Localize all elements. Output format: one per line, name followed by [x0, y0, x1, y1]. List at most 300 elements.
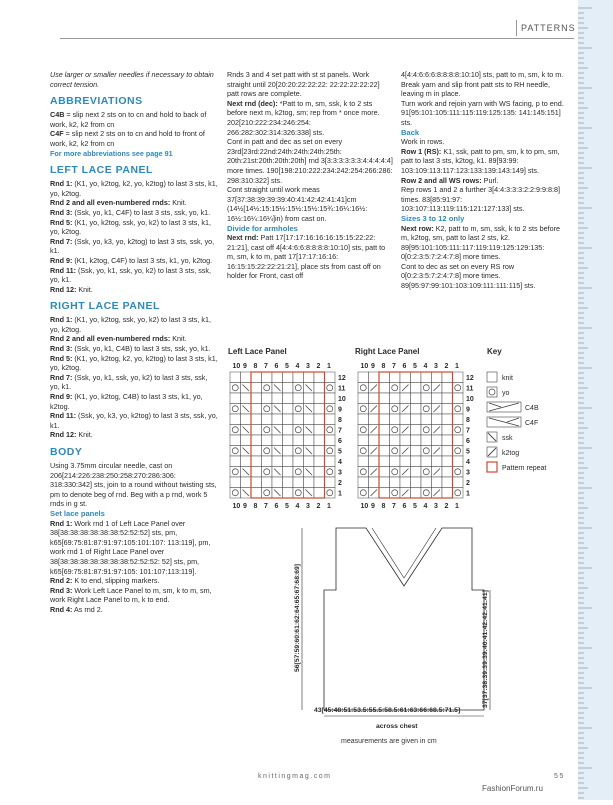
- chart-cell: [230, 488, 241, 499]
- intro-text: Use larger or smaller needles if necessary to obtain correct tension.: [50, 70, 214, 89]
- chart-cell: [293, 414, 304, 425]
- chart-cell: [293, 477, 304, 488]
- chart-cell: [272, 414, 283, 425]
- chart-cell: [283, 488, 294, 499]
- right-column: [401, 70, 569, 291]
- chart-cell: [293, 372, 304, 383]
- col-label: 10: [360, 503, 369, 510]
- mid-para-2: *Patt to m, sm, ssk, k to 2 sts before next m, k2tog, sm; rep from * once more. 202[210:222:234:246:254: 266:282:302:314:326:338] sts.: [227, 98, 380, 137]
- chart-cell: [241, 456, 252, 467]
- abbreviation-label: C4F: [50, 129, 64, 139]
- chart-cell: [262, 477, 273, 488]
- row-label: 2: [338, 480, 342, 487]
- row-label: 4: [466, 459, 470, 466]
- chart-cell: [390, 446, 401, 457]
- right-para-3: Turn work and rejoin yarn with WS facing, p to end. 91[95:101:105:111:115:119:125:135: 141:145:151] sts.: [401, 98, 564, 127]
- right-para-5: Rep rows 1 and 2 a further 3[4:4:3:3:3:2:2:9:9:8:8] times. 83[85:91:97: 103:107:113:119:115:121:127:133] sts.: [401, 185, 561, 214]
- chart-cell: [283, 446, 294, 457]
- col-label: 10: [232, 503, 241, 510]
- right-panel-round-text: (Ssk, yo, k1, ssk, yo, k2) to last 3 sts, ssk, yo, k1.: [50, 372, 208, 392]
- chart-cell: [390, 393, 401, 404]
- col-label: 5: [413, 503, 417, 510]
- left-panel-round: [50, 237, 218, 256]
- right-panel-round: [50, 430, 218, 440]
- chart-cell: [304, 435, 315, 446]
- chart-cell: [314, 372, 325, 383]
- set-lace-heading: Set lace panels: [50, 508, 105, 518]
- row-label: 10: [338, 396, 346, 403]
- row-label: 3: [466, 469, 470, 477]
- chart-cell: [293, 383, 304, 394]
- chart-cell: [241, 393, 252, 404]
- chart-cell: [304, 393, 315, 404]
- left-panel-rounds: [50, 179, 218, 294]
- chart-cell: [411, 477, 422, 488]
- col-label: 1: [327, 363, 331, 370]
- col-label: 8: [253, 503, 258, 510]
- chart-cell: [293, 393, 304, 404]
- row-label: 7: [466, 427, 470, 435]
- chart-cell: [251, 404, 262, 415]
- chart-cell: [421, 404, 432, 415]
- col-label: 8: [381, 363, 386, 370]
- key-label: C4B: [525, 405, 539, 412]
- row-label: 3: [338, 469, 342, 477]
- chart-cell: [241, 414, 252, 425]
- left-panel-round-text: (Ssk, yo, k1, ssk, yo, k2) to last 3 sts, ssk, yo, k1.: [50, 265, 211, 285]
- chart-cell: [379, 435, 390, 446]
- right-panel-round-label: Rnd 5:: [50, 353, 73, 363]
- chart-cell: [262, 425, 273, 436]
- col-label: 1: [327, 503, 331, 510]
- chart-cell: [379, 477, 390, 488]
- page-number: 55: [554, 773, 565, 780]
- left-panel-round-text: (Ssk, yo, k3, yo, k2tog) to last 3 sts, ssk, yo, k1.: [50, 236, 215, 256]
- chart-cell: [251, 393, 262, 404]
- left-panel-round: [50, 256, 218, 266]
- row-label: 9: [338, 406, 342, 414]
- col-label: 5: [285, 363, 289, 370]
- chart-cell: [390, 435, 401, 446]
- chart-cell: [432, 372, 443, 383]
- width-caption: across chest: [376, 723, 418, 730]
- chart-cell: [251, 383, 262, 394]
- set-lace-round-text: Work rnd 1 of Left Lace Panel over 38[38:38:38:38:38:38:52:52:52] sts, pm, k65[69:75:81:87:91:97:105:101:107: 113:119], pm, work rnd 1 of Right Lace Panel over 38[38:38:38:38:38:38:38:52:52:52: 52] sts, pm, k65[69:75:81:87:91:97:105: 101:107:113:119].: [50, 518, 211, 576]
- chart-cell: [230, 467, 241, 478]
- left-panel-round: [50, 179, 218, 198]
- col-label: 9: [371, 503, 375, 510]
- chart-cell: [358, 477, 369, 488]
- chart-cell: [293, 404, 304, 415]
- left-panel-round-label: Rnd 7:: [50, 236, 73, 246]
- chart-cell: [230, 383, 241, 394]
- col-label: 6: [402, 503, 407, 510]
- chart-cell: [325, 446, 336, 457]
- middle-column: [227, 70, 393, 281]
- chart-cell: [453, 488, 464, 499]
- right-panel-heading: RIGHT LACE PANEL: [50, 300, 160, 313]
- chart-cell: [241, 477, 252, 488]
- chart-cell: [314, 393, 325, 404]
- chart-cell: [251, 456, 262, 467]
- chart-cell: [230, 477, 241, 488]
- chart-cell: [230, 446, 241, 457]
- chart-cell: [379, 414, 390, 425]
- chart-cell: [411, 446, 422, 457]
- mid-para-1: Rnds 3 and 4 set patt with st st panels. Work straight until 20[20:20:22:22:22: 22:22:22:22:22] patt rows are complete.: [227, 70, 380, 99]
- key-label: k2tog: [502, 450, 520, 457]
- chart-cell: [293, 425, 304, 436]
- armholes-heading: Divide for armholes: [227, 223, 298, 233]
- measurement-note: measurements are given in cm: [341, 738, 437, 745]
- chart-cell: [442, 477, 453, 488]
- row-label: 6: [466, 438, 470, 445]
- chart-cell: [442, 467, 453, 478]
- chart-cell: [442, 393, 453, 404]
- chart-cell: [432, 456, 443, 467]
- footer-site: knittingmag.com: [258, 773, 332, 780]
- chart-cell: [314, 477, 325, 488]
- set-lace-round-text: As rnd 2.: [72, 604, 103, 614]
- chart-cell: [411, 372, 422, 383]
- k2tog-key: [487, 447, 519, 457]
- chart-cell: [432, 477, 443, 488]
- chart-cell: [358, 383, 369, 394]
- chart-cell: [400, 414, 411, 425]
- chart-cell: [293, 446, 304, 457]
- set-lace-rounds: [50, 519, 218, 615]
- chart-cell: [421, 414, 432, 425]
- chart-cell: [453, 456, 464, 467]
- row-label: 4: [338, 459, 342, 466]
- right-para-2: Break yarn and slip front patt sts to RH needle, leaving m in place.: [401, 79, 551, 99]
- key-label: Pattern repeat: [502, 465, 547, 472]
- row-label: 11: [466, 385, 474, 393]
- chart-cell: [411, 425, 422, 436]
- knit-key: [487, 372, 513, 382]
- chart-cell: [314, 446, 325, 457]
- chart-cell: [421, 477, 432, 488]
- chart-cell: [358, 393, 369, 404]
- set-lace-round-text: K to end, slipping markers.: [72, 576, 160, 586]
- chart-cell: [325, 372, 336, 383]
- right-panel-round-label: Rnd 9:: [50, 392, 73, 402]
- col-label: 4: [295, 363, 300, 370]
- row-label: 8: [338, 417, 342, 424]
- abbreviation-label: C4B: [50, 110, 65, 120]
- col-label: 3: [434, 503, 438, 510]
- right-panel-round-label: Rnd 11:: [50, 411, 76, 421]
- col-label: 4: [423, 503, 428, 510]
- chart-cell: [390, 467, 401, 478]
- width-label: 43[45:48:51:53.5:55.5:58.5:61:63:66:68.5:71.5]: [314, 707, 461, 714]
- col-label: 3: [306, 503, 310, 510]
- chart-cell: [442, 425, 453, 436]
- chart-cell: [251, 425, 262, 436]
- chart-cell: [432, 393, 443, 404]
- chart-cell: [411, 393, 422, 404]
- row-label: 5: [338, 448, 342, 456]
- dec-round-label: Next rnd (dec):: [227, 98, 278, 108]
- left-panel-round-text: Knit.: [76, 284, 93, 294]
- chart-cell: [283, 425, 294, 436]
- chart-cell: [325, 425, 336, 436]
- left-panel-round: [50, 266, 218, 285]
- chart-cell: [369, 414, 380, 425]
- chart-cell: [400, 456, 411, 467]
- watermark: FashionForum.ru: [482, 784, 543, 793]
- next-row-text: K2, patt to m, sm, ssk, k to 2 sts before m, k2tog, sm, patt to last 2 sts, k2. 89[95:101:105:111:117:119:119:125:129:135: 0[0:2:3:5:7:2:4:7:8] more times.: [401, 223, 560, 262]
- chart-cell: [379, 383, 390, 394]
- chart-cell: [432, 414, 443, 425]
- col-label: 2: [316, 503, 321, 510]
- right-panel-round: [50, 411, 218, 430]
- chart-cell: [314, 414, 325, 425]
- row-label: 10: [466, 396, 474, 403]
- right-panel-round-text: (Ssk, yo, k3, yo, k2tog) to last 3 sts, ssk, yo, k1.: [50, 411, 218, 430]
- abbreviation-text: = slip next 2 sts on to cn and hold to back of work, k2, k2 from cn: [50, 110, 207, 129]
- right-panel-round-label: Rnd 7:: [50, 372, 73, 382]
- chart-cell: [262, 404, 273, 415]
- chart-cell: [230, 456, 241, 467]
- chart-cell: [314, 467, 325, 478]
- chart-cell: [358, 435, 369, 446]
- chart-cell: [421, 383, 432, 394]
- chart-cell: [411, 435, 422, 446]
- chart-cell: [369, 435, 380, 446]
- chart-cell: [293, 467, 304, 478]
- right-panel-round-label: Rnd 2 and all even-numbered rnds:: [50, 334, 171, 344]
- chart-cell: [379, 372, 390, 383]
- chart-cell: [379, 456, 390, 467]
- abbreviation: [50, 129, 218, 148]
- col-label: 10: [360, 363, 369, 370]
- chart-cell: [442, 456, 453, 467]
- chart-cell: [453, 477, 464, 488]
- right-para-4: Work in rows.: [401, 137, 445, 147]
- chart-cell: [262, 414, 273, 425]
- chart-cell: [283, 393, 294, 404]
- set-lace-round-label: Rnd 2:: [50, 576, 73, 586]
- abbreviation-list: [50, 110, 218, 148]
- right-panel-round-text: (K1, yo, k2tog, k2, yo, k2tog) to last 3 sts, k1, yo, k2tog.: [50, 353, 218, 373]
- chart-cell: [411, 404, 422, 415]
- chart-cell: [272, 477, 283, 488]
- row1-text: K1, ssk, patt to pm, sm, k to pm, sm, patt to last 3 sts, k2tog, k1. 89[93:99: 103:109:113:117:123:133:139:143:149] sts.: [401, 146, 560, 175]
- chart-cell: [358, 404, 369, 415]
- row-label: 7: [338, 427, 342, 435]
- left-panel-round-label: Rnd 11:: [50, 265, 76, 275]
- col-label: 6: [402, 363, 407, 370]
- col-label: 1: [455, 363, 459, 370]
- chart-cell: [283, 372, 294, 383]
- chart-cell: [251, 372, 262, 383]
- chart-cell: [400, 393, 411, 404]
- col-label: 10: [232, 363, 241, 370]
- chart-cell: [325, 393, 336, 404]
- back-heading: Back: [401, 127, 420, 137]
- set-lace-round-label: Rnd 3:: [50, 585, 73, 595]
- chart-cell: [283, 456, 294, 467]
- header-rule: [60, 38, 574, 39]
- chart-cell: [272, 393, 283, 404]
- chart-cell: [358, 414, 369, 425]
- key-label: yo: [502, 390, 510, 397]
- left-panel-heading: LEFT LACE PANEL: [50, 164, 153, 177]
- row-label: 12: [338, 375, 346, 382]
- col-label: 4: [295, 503, 300, 510]
- set-lace-round: [50, 605, 218, 615]
- col-label: 8: [381, 503, 386, 510]
- chart-cell: [251, 477, 262, 488]
- col-label: 2: [444, 503, 449, 510]
- chart-cell: [293, 435, 304, 446]
- chart-cell: [358, 372, 369, 383]
- body-heading: BODY: [50, 446, 83, 458]
- chart-cell: [314, 435, 325, 446]
- c4b-key: [487, 402, 539, 412]
- key-title: Key: [487, 347, 502, 356]
- right-panel-round: [50, 373, 218, 392]
- abbreviation: [50, 110, 218, 129]
- chart-cell: [453, 372, 464, 383]
- chart-cell: [272, 435, 283, 446]
- chart-cell: [358, 456, 369, 467]
- right-panel-round: [50, 344, 218, 354]
- col-label: 4: [423, 363, 428, 370]
- left-panel-round-label: Rnd 9:: [50, 255, 73, 265]
- row-label: 2: [466, 480, 470, 487]
- chart-cell: [369, 456, 380, 467]
- neck-line: [372, 528, 436, 578]
- chart-cell: [230, 404, 241, 415]
- abbreviations-heading: ABBREVIATIONS: [50, 95, 143, 108]
- chart-cell: [283, 477, 294, 488]
- chart-cell: [442, 372, 453, 383]
- chart-cell: [421, 372, 432, 383]
- right-panel-round-label: Rnd 3:: [50, 344, 73, 354]
- right-panel-round: [50, 334, 218, 344]
- chart-cell: [400, 477, 411, 488]
- chart-cell: [241, 435, 252, 446]
- row-label: 9: [466, 406, 470, 414]
- right-panel-round-text: (K1, yo, k2tog, C4B) to last 3 sts, k1, yo, k2tog.: [50, 392, 203, 411]
- chart-cell: [304, 414, 315, 425]
- c4f-key: [487, 417, 538, 427]
- sizes-heading: Sizes 3 to 12 only: [401, 213, 465, 223]
- row-label: 1: [338, 490, 342, 498]
- chart-cell: [251, 467, 262, 478]
- chart-cell: [390, 383, 401, 394]
- row-label: 5: [466, 448, 470, 456]
- col-label: 1: [455, 503, 459, 510]
- chart-cell: [251, 414, 262, 425]
- chart-cell: [251, 488, 262, 499]
- chart-cell: [390, 456, 401, 467]
- chart-cell: [272, 456, 283, 467]
- row1-label: Row 1 (RS):: [401, 146, 442, 156]
- row-label: 8: [466, 417, 470, 424]
- chart-cell: [379, 404, 390, 415]
- chart-cell: [369, 372, 380, 383]
- chart-cell: [453, 435, 464, 446]
- key-label: C4F: [525, 420, 539, 427]
- key-label: knit: [502, 375, 513, 382]
- left-panel-round-text: (K1, yo, k2tog, k2, yo, k2tog) to last 3 sts, k1, yo, k2tog.: [50, 179, 218, 198]
- chart-cell: [421, 467, 432, 478]
- chart-cell: [272, 372, 283, 383]
- col-label: 3: [306, 363, 310, 370]
- right-panel-round-text: (Ssk, yo, k1, C4B) to last 3 sts, ssk, yo, k1.: [72, 344, 211, 354]
- chart-cell: [325, 467, 336, 478]
- chart-cell: [314, 425, 325, 436]
- chart-cell: [230, 414, 241, 425]
- chart-cell: [283, 467, 294, 478]
- chart-cell: [390, 372, 401, 383]
- left-panel-round: [50, 218, 218, 237]
- chart-cell: [390, 414, 401, 425]
- chart-cell: [325, 435, 336, 446]
- left-panel-round-text: (K1, yo, k2tog, ssk, yo, k2) to last 3 sts, k1, yo, k2tog.: [50, 217, 211, 237]
- side-label: 37[37:38:39:39:39:40:41:42:42:41:41]: [482, 590, 489, 708]
- left-lace-chart: [222, 358, 352, 518]
- chart-cell: [230, 393, 241, 404]
- chart-cell: [325, 488, 336, 499]
- chart-cell: [230, 425, 241, 436]
- chart-cell: [400, 435, 411, 446]
- chart-cell: [325, 477, 336, 488]
- chart-cell: [369, 477, 380, 488]
- chart-cell: [453, 393, 464, 404]
- next-row-label: Next row:: [401, 223, 434, 233]
- col-label: 7: [264, 503, 268, 510]
- chart-cell: [241, 372, 252, 383]
- col-label: 2: [444, 363, 449, 370]
- row2-text: Purl.: [481, 175, 499, 185]
- chart-cell: [304, 456, 315, 467]
- chart-cell: [304, 477, 315, 488]
- chart-cell: [421, 435, 432, 446]
- chart-cell: [283, 404, 294, 415]
- chart-cell: [262, 383, 273, 394]
- set-lace-round-label: Rnd 1:: [50, 518, 73, 528]
- col-label: 3: [434, 363, 438, 370]
- chart-cell: [358, 446, 369, 457]
- chart-cell: [442, 383, 453, 394]
- chart-cell: [230, 435, 241, 446]
- chart-cell: [453, 383, 464, 394]
- chart-cell: [379, 425, 390, 436]
- set-lace-round: [50, 586, 218, 605]
- chart-cell: [262, 435, 273, 446]
- right-panel-rounds: [50, 315, 218, 440]
- col-label: 5: [413, 363, 417, 370]
- abbreviations-link[interactable]: For more abbreviations see page 91: [50, 148, 173, 158]
- left-panel-round-text: Knit.: [170, 198, 187, 208]
- chart-cell: [293, 456, 304, 467]
- col-label: 9: [371, 363, 375, 370]
- left-panel-round: [50, 198, 218, 208]
- col-label: 7: [392, 363, 396, 370]
- chart-cell: [251, 446, 262, 457]
- left-panel-round-text: (K1, k2tog, C4F) to last 3 sts, k1, yo, k2tog.: [72, 255, 213, 265]
- body-text: Using 3.75mm circular needle, cast on 206[214:226:238:250:258:270:286:306: 318:330:342] sts, join to a round without twisting sts, pm to denote beg of rnd. Beg with a p rnd, work 5 rnds in g st.: [50, 461, 217, 509]
- chart-cell: [432, 435, 443, 446]
- chart-cell: [400, 372, 411, 383]
- chart-cell: [262, 372, 273, 383]
- chart-cell: [442, 446, 453, 457]
- left-column: [50, 70, 218, 615]
